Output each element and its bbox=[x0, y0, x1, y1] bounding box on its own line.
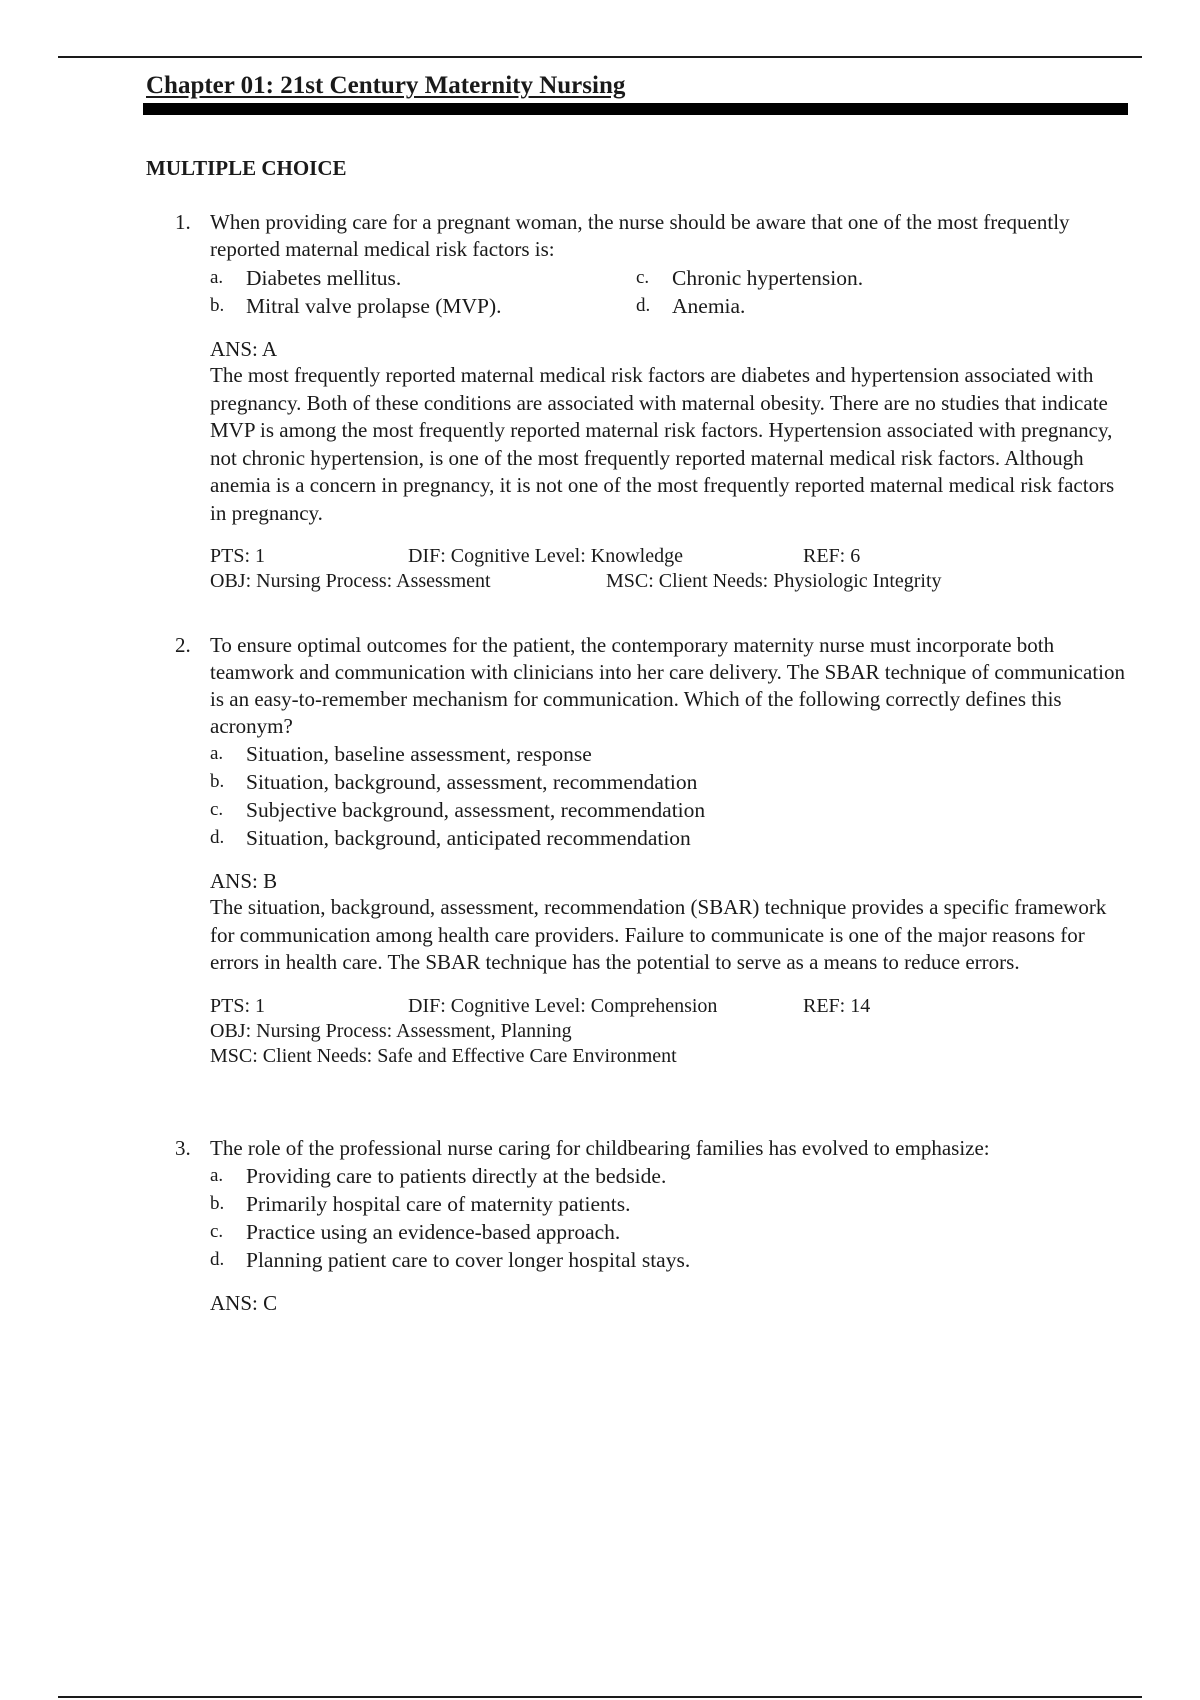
option-letter: d. bbox=[636, 295, 651, 316]
top-rule bbox=[58, 56, 1142, 58]
points: PTS: 1 bbox=[210, 994, 266, 1017]
option-d bbox=[210, 824, 1125, 852]
question-metadata bbox=[210, 994, 1125, 1069]
option-a bbox=[210, 264, 636, 292]
question-1 bbox=[175, 209, 1125, 594]
question-stem: The role of the professional nurse caring for childbearing families has evolved to emphasize: bbox=[210, 1136, 990, 1160]
answer-key: ANS: B bbox=[210, 869, 278, 893]
rationale: The situation, background, assessment, recommendation (SBAR) technique provides a specific framework for communication among health care providers. Failure to communicate is one of the major reasons for errors in health care. The SBAR technique has the potential to serve as a means to reduce errors. bbox=[210, 895, 1107, 974]
option-a bbox=[210, 1162, 1125, 1190]
option-letter: b. bbox=[210, 771, 225, 792]
option-text: Providing care to patients directly at the bedside. bbox=[246, 1164, 667, 1188]
question-number: 1. bbox=[175, 210, 191, 234]
chapter-title: Chapter 01: 21st Century Maternity Nursing bbox=[146, 72, 626, 99]
reference: REF: 6 bbox=[803, 545, 861, 567]
reference: REF: 14 bbox=[803, 994, 871, 1017]
rationale: The most frequently reported maternal medical risk factors are diabetes and hypertension associated with pregnancy. Both of these conditions are associated with maternal obesity. There are no studies that indicate MVP is among the most frequently reported maternal risk factors. Hypertension associated with pregnancy, not chronic hypertension, is one of the most frequently reported maternal medical risk factors. Although anemia is a concern in pregnancy, it is not one of the most frequently reported maternal medical risk factors in pregnancy. bbox=[210, 363, 1115, 525]
option-letter: d. bbox=[210, 827, 225, 848]
answer-options bbox=[210, 740, 1125, 852]
option-text: Situation, background, assessment, recommendation bbox=[246, 770, 698, 794]
option-letter: d. bbox=[210, 1249, 225, 1270]
section-heading: MULTIPLE CHOICE bbox=[146, 156, 347, 180]
option-text: Primarily hospital care of maternity patients. bbox=[246, 1192, 631, 1216]
option-text: Practice using an evidence-based approach. bbox=[246, 1220, 621, 1244]
option-letter: a. bbox=[210, 743, 224, 764]
option-text: Situation, baseline assessment, response bbox=[246, 742, 592, 766]
option-c bbox=[210, 1218, 1125, 1246]
option-letter: a. bbox=[210, 1165, 224, 1186]
objective: OBJ: Nursing Process: Assessment, Planning bbox=[210, 1019, 572, 1042]
option-d bbox=[636, 292, 1125, 320]
option-letter: b. bbox=[210, 1193, 225, 1214]
title-bar bbox=[143, 103, 1128, 115]
question-2 bbox=[175, 632, 1125, 1069]
option-letter: b. bbox=[210, 295, 225, 316]
question-number: 3. bbox=[175, 1136, 191, 1160]
client-needs: MSC: Client Needs: Safe and Effective Care Environment bbox=[210, 1044, 677, 1067]
answer-options bbox=[210, 1162, 1125, 1274]
option-b bbox=[210, 292, 636, 320]
option-text: Planning patient care to cover longer hospital stays. bbox=[246, 1248, 691, 1272]
question-metadata bbox=[210, 544, 1125, 594]
answer-options bbox=[210, 264, 1125, 320]
option-a bbox=[210, 740, 1125, 768]
question-stem: To ensure optimal outcomes for the patient, the contemporary maternity nurse must incorporate both teamwork and communication with clinicians into her care delivery. The SBAR technique of communication is an easy-to-remember mechanism for communication. Which of the following correctly defines this acronym? bbox=[210, 633, 1125, 738]
option-text: Mitral valve prolapse (MVP). bbox=[246, 294, 502, 318]
option-letter: c. bbox=[636, 267, 650, 288]
option-b bbox=[210, 1190, 1125, 1218]
option-c bbox=[210, 796, 1125, 824]
option-letter: c. bbox=[210, 1221, 224, 1242]
option-text: Anemia. bbox=[672, 294, 746, 318]
points: PTS: 1 bbox=[210, 545, 266, 567]
objective: OBJ: Nursing Process: Assessment bbox=[210, 570, 491, 592]
difficulty: DIF: Cognitive Level: Knowledge bbox=[408, 545, 683, 567]
difficulty: DIF: Cognitive Level: Comprehension bbox=[408, 994, 718, 1017]
bottom-rule bbox=[58, 1696, 1142, 1698]
option-b bbox=[210, 768, 1125, 796]
question-3 bbox=[175, 1135, 1125, 1316]
option-letter: c. bbox=[210, 799, 224, 820]
option-text: Chronic hypertension. bbox=[672, 266, 864, 290]
question-stem: When providing care for a pregnant woman, the nurse should be aware that one of the most frequently reported maternal medical risk factors is: bbox=[210, 210, 1070, 261]
question-number: 2. bbox=[175, 633, 191, 657]
option-text: Situation, background, anticipated recommendation bbox=[246, 826, 691, 850]
client-needs: MSC: Client Needs: Physiologic Integrity bbox=[606, 570, 942, 592]
answer-key: ANS: A bbox=[210, 337, 278, 361]
option-text: Subjective background, assessment, recommendation bbox=[246, 798, 706, 822]
option-text: Diabetes mellitus. bbox=[246, 266, 402, 290]
option-c bbox=[636, 264, 1125, 292]
answer-key: ANS: C bbox=[210, 1291, 278, 1315]
option-d bbox=[210, 1246, 1125, 1274]
option-letter: a. bbox=[210, 267, 224, 288]
